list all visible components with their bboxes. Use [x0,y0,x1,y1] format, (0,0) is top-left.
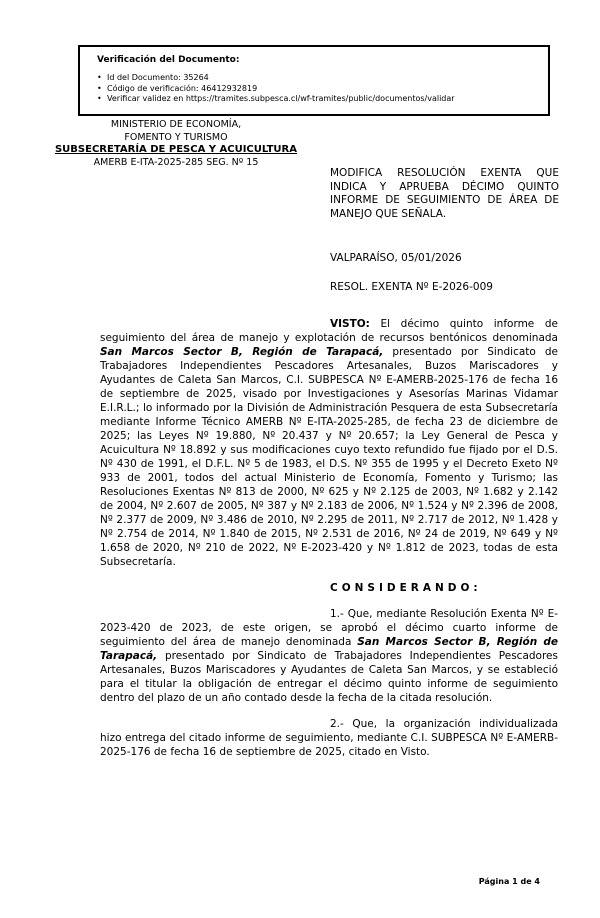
visto-text-after: presentado por Sindicato de Trabajadores Independientes Pescadores Artesanales, Buzos Mariscadores y Ayudantes de Caleta San Marcos, C.I. SUBPESCA Nº E-AMERB-2025-176 de fecha 16 de septiembre de 2025, visado por Investigaciones y Asesorías Marinas Vidamar E.I.R.L.; lo informado por la División de Administración Pesquera de esta Subsecretaría mediante Informe Técnico AMERB Nº E-ITA-2025-285, de fecha 23 de diciembre de 2025; las Leyes Nº 19.880, Nº 20.437 y Nº 20.657; la Ley General de Pesca y Acuicultura Nº 18.892 y sus modificaciones cuyo texto refundido fue fijado por el D.S. Nº 430 de 1991, el D.F.L. Nº 5 de 1983, el D.S. Nº 355 de 1995 y el Decreto Exeto Nº 933 de 2001, todos del actual Ministerio de Economía, Fomento y Turismo; las Resoluciones Exentas Nº 813 de 2000, Nº 625 y Nº 2.125 de 2003, Nº 1.682 y 2.142 de 2004, Nº 2.607 de 2005, Nº 387 y Nº 2.183 de 2006, Nº 1.524 y Nº 2.396 de 2008, Nº 2.377 de 2009, Nº 3.486 de 2010, Nº 2.295 de 2011, Nº 2.717 de 2012, Nº 1.428 y Nº 2.754 de 2014, Nº 1.840 de 2015, Nº 2.531 de 2016, Nº 24 de 2019, Nº 649 y Nº 1.658 de 2020, Nº 210 de 2022, Nº E-2023-420 y Nº 1.812 de 2023, todas de esta Subsecretaría. [100,346,559,568]
considerando-1-text-before: Que, mediante Resolución Exenta Nº E-2023-420 de 2023, de este origen, se aprobó el décimo cuarto informe de seguimiento del área de manejo denominada [100,608,558,648]
file-reference: AMERB E-ITA-2025-285 SEG. Nº 15 [93,156,259,168]
verification-item-code: • Código de verificación: 46412932819 [97,84,540,95]
considerando-2-number: 2.- [330,718,344,730]
considerando-1-area-name: San Marcos Sector B, Región de Tarapacá, [100,636,558,662]
considerando-heading: CONSIDERANDO: [330,582,482,594]
considerando-1-number: 1.- [330,608,344,620]
verification-item-url: • Verificar validez en https://tramites.subpesca.cl/wf-tramites/public/documentos/validar [97,94,540,105]
ministry-line-2: FOMENTO Y TURISMO [124,131,228,143]
considerando-2-text: Que, la organización individualizada hizo entrega del citado informe de seguimiento, mediante C.I. SUBPESCA Nº E-AMERB-2025-176 de fecha 16 de septiembre de 2025, citado en Visto. [100,718,558,758]
visto-text-before: El décimo quinto informe de seguimiento del área de manejo y explotación de recursos bentónicos denominada [100,318,558,344]
verification-list [97,73,540,105]
visto-area-name: San Marcos Sector B, Región de Tarapacá, [100,346,384,358]
considerando-1-text-after: presentado por Sindicato de Trabajadores Independientes Pescadores Artesanales, Buzos Mariscadores y Ayudantes de Caleta San Marcos, y se estableció para el titular la obligación de entregar el décimo quinto informe de seguimiento dentro del plazo de un año contado desde la fecha de la citada resolución. [100,650,558,704]
verification-title: Verificación del Documento: [97,55,240,65]
visto-label: VISTO: [330,318,370,330]
ministry-line-1: MINISTERIO DE ECONOMÍA, [110,119,242,130]
considerando-item-2 [100,717,558,759]
place-and-date: VALPARAÍSO, 05/01/2026 [330,252,462,264]
visto-paragraph [100,317,558,569]
resolution-number: RESOL. EXENTA Nº E-2026-009 [330,281,493,293]
letterhead [35,119,317,169]
resolution-body [100,317,558,759]
subsecretaria-line: SUBSECRETARÍA DE PESCA Y ACUICULTURA [54,144,297,155]
considerando-item-1 [100,607,558,705]
verification-item-document-id: • Id del Documento: 35264 [97,73,540,84]
resolution-subject: MODIFICA RESOLUCIÓN EXENTA QUE INDICA Y APRUEBA DÉCIMO QUINTO INFORME DE SEGUIMIENTO DE ÁREA DE MANEJO QUE SEÑALA. [330,167,559,220]
page-indicator: Página 1 de 4 [478,877,540,886]
verification-box [78,45,550,116]
